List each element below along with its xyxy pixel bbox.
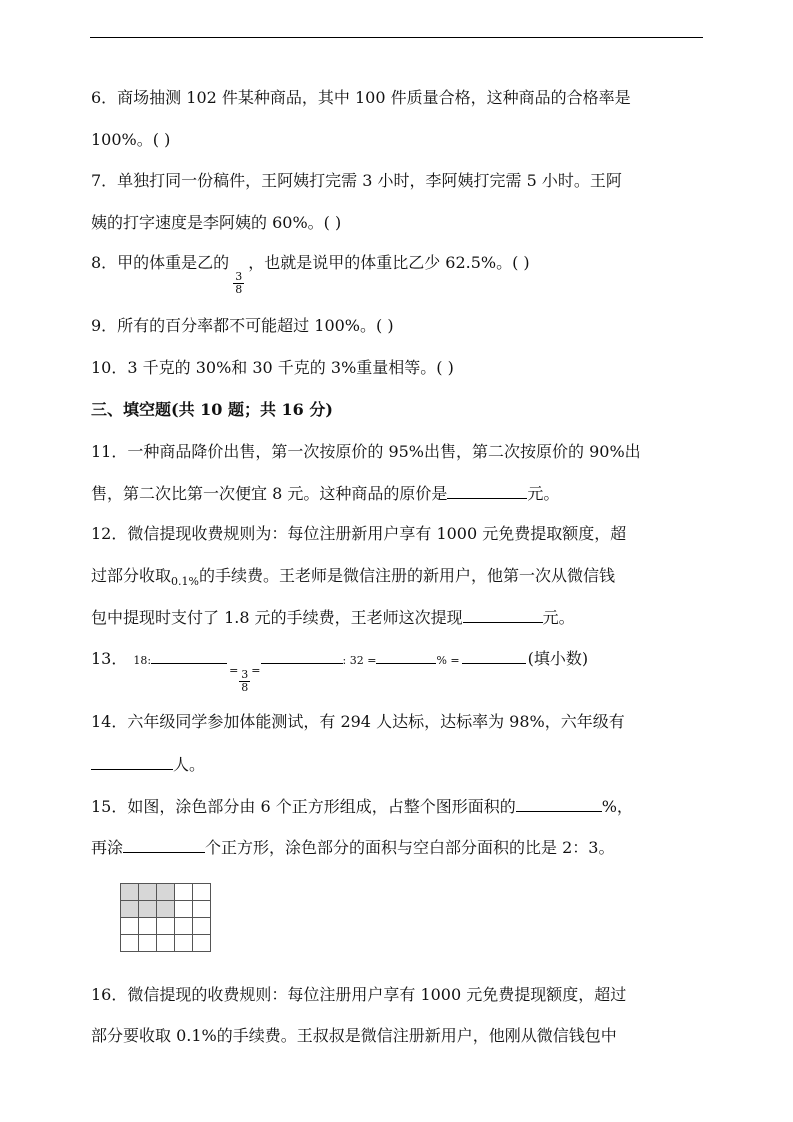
q8-frac-den: 8 [235, 283, 243, 296]
q6-line1: 6．商场抽测 102 件某种商品，其中 100 件质量合格，这种商品的合格率是 [91, 88, 631, 107]
grid-cell-blank [139, 935, 157, 952]
q7-line1: 7．单独打同一份稿件，王阿姨打完需 3 小时，李阿姨打完需 5 小时。王阿 [91, 171, 622, 190]
q15-answer-blank-2[interactable] [123, 836, 205, 853]
grid-cell-blank [193, 884, 211, 901]
q16-line1: 16．微信提现的收费规则：每位注册用户享有 1000 元免费提现额度，超过 [91, 985, 627, 1004]
q13-frac-den: 8 [241, 681, 249, 694]
grid-cell-blank [121, 935, 139, 952]
q15-line1-prefix: 15．如图，涂色部分由 6 个正方形组成，占整个图形面积的 [91, 797, 516, 816]
q13-start: 18: [133, 654, 152, 667]
grid-cell-blank [175, 901, 193, 918]
q13-fraction [239, 669, 250, 694]
q12-line3 [91, 606, 575, 629]
q12-line2-suffix: 的手续费。王老师是微信注册的新用户，他第一次从微信钱 [198, 566, 615, 585]
q9-line: 9．所有的百分率都不可能超过 100%。( ) [91, 316, 394, 335]
grid-cell-blank [175, 884, 193, 901]
q11-answer-blank[interactable] [447, 482, 527, 499]
q14-line1: 14．六年级同学参加体能测试，有 294 人达标，达标率为 98%，六年级有 [91, 712, 625, 731]
q15-line2-suffix: 个正方形，涂色部分的面积与空白部分面积的比是 2：3。 [205, 838, 615, 857]
q15-line2-prefix: 再涂 [91, 838, 124, 857]
q15-line2 [91, 836, 614, 859]
q13-eq2: = [251, 664, 261, 677]
q15-grid [120, 883, 211, 952]
q8-prefix: 8．甲的体重是乙的 [91, 253, 230, 272]
grid-cell-shaded [157, 901, 175, 918]
grid-cell-blank [175, 935, 193, 952]
q13-eq1: = [229, 664, 239, 677]
q13-blank-3[interactable] [376, 653, 436, 664]
q16-line2: 部分要收取 0.1%的手续费。王叔叔是微信注册新用户，他刚从微信钱包中 [91, 1026, 617, 1045]
q15-figure [120, 883, 211, 952]
grid-cell-blank [121, 918, 139, 935]
q11-line2-prefix: 售，第二次比第一次便宜 8 元。这种商品的原价是 [91, 484, 448, 503]
grid-cell-shaded [121, 901, 139, 918]
header-rule [90, 37, 703, 38]
grid-cell-blank [157, 935, 175, 952]
q14-line2-suffix: 人。 [173, 755, 206, 774]
q14-answer-blank[interactable] [91, 753, 173, 770]
q15-line1 [91, 795, 633, 818]
q12-line2 [91, 565, 615, 593]
grid-cell-shaded [157, 884, 175, 901]
grid-cell-blank [175, 918, 193, 935]
q12-answer-blank[interactable] [463, 606, 543, 623]
q12-line3-prefix: 包中提现时支付了 1.8 元的手续费，王老师这次提现 [91, 608, 463, 627]
q13-frac-num: 3 [241, 668, 249, 681]
q11-line2-suffix: 元。 [527, 484, 560, 503]
q13-blank-2[interactable] [261, 653, 343, 664]
grid-row [121, 935, 211, 952]
grid-cell-blank [139, 918, 157, 935]
grid-row [121, 918, 211, 935]
q13-pct: % = [436, 654, 460, 667]
q12-rate-small: 0.1% [171, 575, 199, 588]
q6-line2: 100%。( ) [91, 130, 171, 149]
grid-cell-blank [157, 918, 175, 935]
q8-frac-num: 3 [235, 270, 243, 283]
q15-answer-blank-1[interactable] [516, 795, 602, 812]
q12-line3-suffix: 元。 [542, 608, 575, 627]
q14-line2 [91, 753, 205, 776]
q8-suffix: ，也就是说甲的体重比乙少 62.5%。( ) [248, 253, 530, 272]
q13-colon32: : 32 = [342, 654, 377, 667]
q15-line1-suffix: %， [601, 797, 633, 816]
q7-line2: 姨的打字速度是李阿姨的 60%。( ) [91, 213, 342, 232]
q11-line2 [91, 482, 559, 505]
grid-cell-blank [193, 935, 211, 952]
grid-cell-blank [193, 918, 211, 935]
q13-line [91, 648, 588, 694]
q11-line1: 11．一种商品降价出售，第一次按原价的 95%出售，第二次按原价的 90%出 [91, 442, 641, 461]
q10-line: 10．3 千克的 30%和 30 千克的 3%重量相等。( ) [91, 358, 454, 377]
grid-row [121, 901, 211, 918]
grid-row [121, 884, 211, 901]
q12-line1: 12．微信提现收费规则为：每位注册新用户享有 1000 元免费提取额度，超 [91, 524, 627, 543]
grid-cell-shaded [139, 884, 157, 901]
section3-title: 三、填空题(共 10 题；共 16 分) [91, 400, 333, 419]
q8-line [91, 252, 530, 296]
q13-blank-1[interactable] [151, 653, 227, 664]
q8-fraction [233, 271, 244, 296]
q13-label: 13． [91, 649, 128, 668]
grid-cell-shaded [139, 901, 157, 918]
grid-cell-blank [193, 901, 211, 918]
q12-line2-prefix: 过部分收取 [91, 566, 172, 585]
q13-blank-4[interactable] [462, 653, 526, 664]
grid-cell-shaded [121, 884, 139, 901]
q13-suffix: (填小数) [527, 649, 589, 668]
